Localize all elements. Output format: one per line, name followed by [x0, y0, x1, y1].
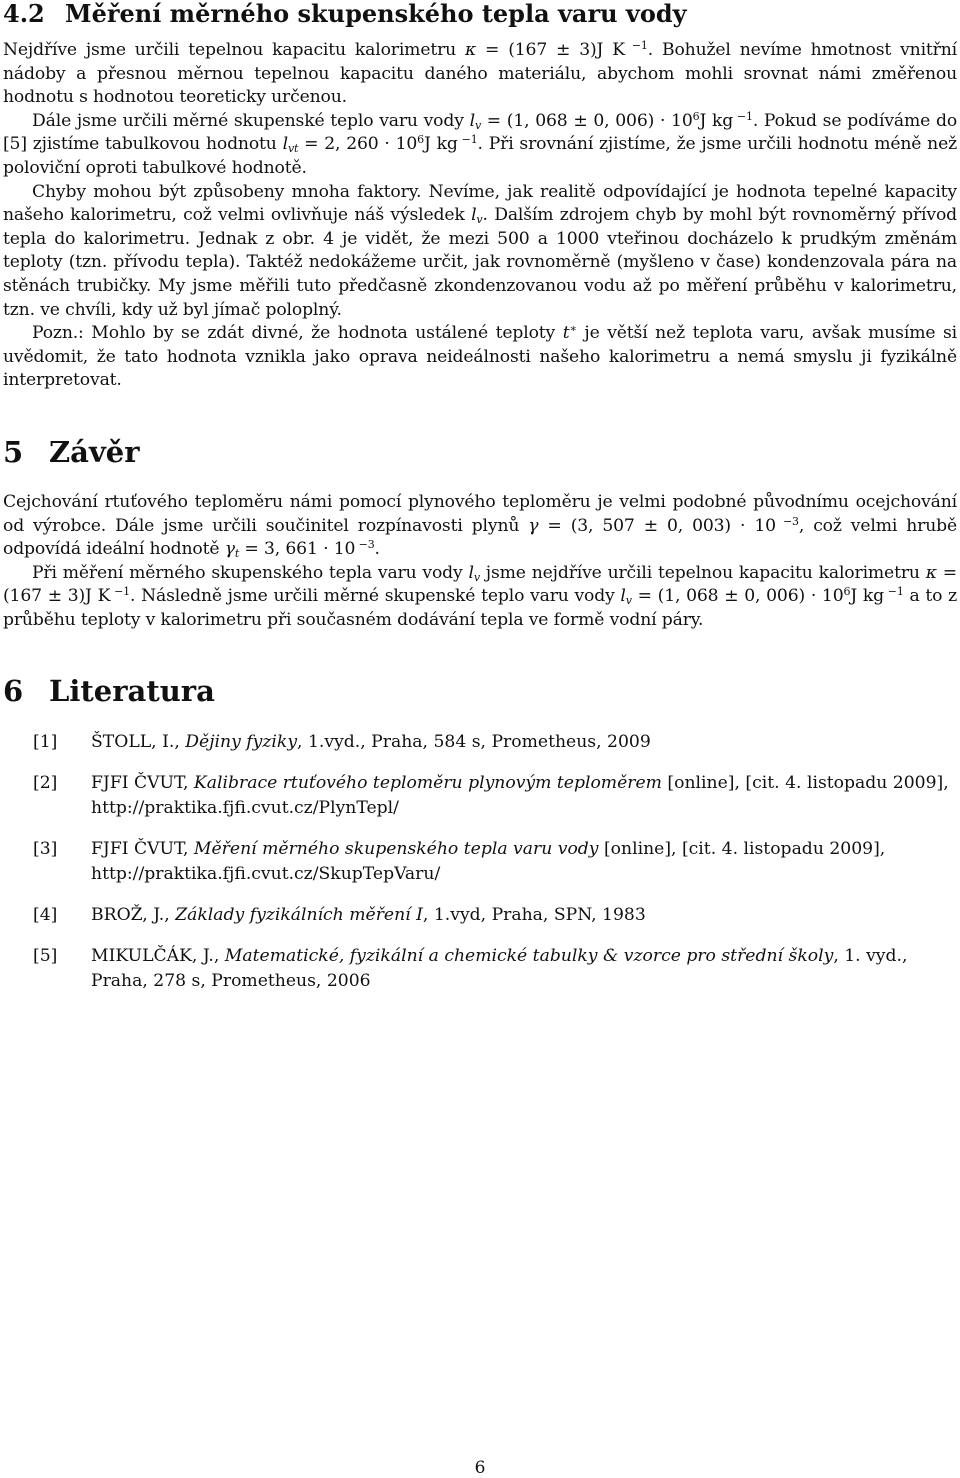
- section-number: 5: [3, 434, 24, 469]
- text: . Dalším zdrojem chyb by mohl být rovnoměrný přívod tepla do kalorimetru. Jednak z obr. 4 je vidět, že mezi 500 a 1000 vteřinou docházelo k prudkým změnám teploty (tzn. přívodu tepla). Taktéž nedokážeme určit, jak rovnoměrně (myšleno v čase) kondenzovala pára na stěnách trubičky. My jsme měřili tuto předčasně zkondenzovanou vodu až po měření průběhu v kalorimetru, tzn. ve chvíli, kdy už byl jímač poloplný.: [3, 205, 957, 320]
- reference-item: [3, 903, 957, 928]
- text: = (1, 068 ± 0, 006) · 10: [481, 110, 693, 131]
- exponent: −1: [457, 133, 478, 147]
- paragraph: [3, 39, 957, 110]
- reference-title: Dějiny fyziky: [185, 732, 298, 753]
- text: = 3, 661 · 10: [239, 539, 356, 560]
- section-title: Měření měrného skupenského tepla varu vody: [65, 0, 687, 28]
- reference-title: Měření měrného skupenského tepla varu vody: [193, 839, 599, 860]
- exponent: 6: [692, 109, 700, 123]
- text: = (1, 068 ± 0, 006) · 10: [631, 586, 844, 607]
- text: , 1.vyd, Praha, SPN, 1983: [422, 905, 646, 926]
- math-l: l: [282, 134, 288, 155]
- text: ŠTOLL, I.,: [91, 732, 186, 753]
- text: a to z průběhu teploty v kalorimetru při současném dodávání tepla ve formě vodní páry.: [3, 586, 958, 630]
- reference-item: [3, 837, 957, 887]
- text: = (167 ± 3)J K: [3, 562, 957, 607]
- text: Při měření měrného skupenského tepla varu vody: [32, 562, 469, 583]
- math-kappa: κ: [925, 562, 937, 583]
- reference-item: [3, 771, 957, 821]
- exponent: −3: [355, 538, 375, 552]
- text: MIKULČÁK, J.,: [91, 946, 225, 967]
- paragraph: [3, 562, 957, 633]
- reference-text: [91, 944, 957, 994]
- subscript: v: [476, 213, 483, 227]
- reference-text: [91, 903, 957, 928]
- exponent: −1: [883, 585, 904, 599]
- section-heading-6: [3, 674, 957, 708]
- reference-list: [3, 730, 957, 994]
- math-l: l: [468, 562, 474, 583]
- text: , 1.vyd., Praha, 584 s, Prometheus, 2009: [297, 732, 651, 753]
- subscript: v: [474, 118, 482, 132]
- math-kappa: κ: [465, 40, 477, 60]
- text: FJFI ČVUT,: [91, 839, 194, 860]
- exponent: −1: [110, 585, 130, 599]
- exponent: ∗: [569, 322, 577, 336]
- text: = (167 ± 3)J K: [476, 40, 625, 60]
- text: Chyby mohou být způsobeny mnoha faktory. Nevíme, jak realitě odpovídající je hodnota tepelné kapacity našeho kalorimetru, což velmi ovlivňuje náš výsledek: [3, 181, 957, 226]
- subscript: t: [234, 547, 240, 561]
- reference-text: [91, 837, 957, 887]
- paragraph: [3, 491, 957, 562]
- reference-label: [3]: [33, 839, 58, 860]
- section-title: Literatura: [49, 674, 215, 709]
- reference-item: [3, 944, 957, 994]
- reference-title: Matematické, fyzikální a chemické tabulky & vzorce pro střední školy: [224, 946, 834, 967]
- text: FJFI ČVUT,: [91, 773, 194, 794]
- text: . Bohužel nevíme hmotnost vnitřní nádoby a přesnou měrnou tepelnou kapacitu daného materiálu, abychom mohli srovnat námi změřenou hodnotu s hodnotou teoreticky určenou.: [3, 40, 958, 108]
- reference-label: [1]: [33, 732, 58, 753]
- text: J kg: [699, 110, 734, 131]
- reference-label: [5]: [33, 946, 58, 967]
- text: J kg: [424, 134, 458, 155]
- reference-label: [4]: [33, 905, 58, 926]
- exponent: 6: [843, 585, 851, 599]
- reference-text: [91, 730, 957, 755]
- paragraph: [3, 110, 957, 181]
- math-t: t: [562, 323, 570, 344]
- text: = (3, 507 ± 0, 003) · 10: [538, 515, 776, 536]
- subscript: v: [473, 570, 480, 584]
- exponent: −1: [624, 39, 648, 52]
- math-gamma: γ: [224, 539, 235, 560]
- text: . Pokud se podíváme do [5] zjistíme tabulkovou hodnotu: [3, 110, 958, 155]
- page: [3, 0, 957, 1010]
- text: = 2, 260 · 10: [298, 134, 418, 155]
- text: Cejchování rtuťového teploměru námi pomocí plynového teploměru je velmi podobné původnímu ocejchování od výrobce. Dále jsme určili součinitel rozpínavosti plynů: [3, 491, 957, 536]
- text: J kg: [850, 586, 884, 607]
- math-l: l: [471, 205, 477, 226]
- math-l: l: [620, 586, 626, 607]
- text: Pozn.: Mohlo by se zdát divné, že hodnota ustálené teploty: [32, 323, 563, 344]
- text: , což velmi hrubě odpovídá ideální hodnotě: [3, 515, 957, 560]
- text: , 1. vyd., Praha, 278 s, Prometheus, 2006: [91, 946, 908, 992]
- math-l: l: [469, 110, 475, 131]
- paragraph: [3, 322, 957, 393]
- exponent: −3: [775, 514, 799, 528]
- reference-item: [3, 730, 957, 755]
- section-title: Závěr: [49, 434, 140, 469]
- paragraph: [3, 181, 957, 323]
- exponent: −1: [733, 109, 753, 123]
- text: je větší než teplota varu, avšak musíme si uvědomit, že tato hodnota vznikla jako oprava neideálnosti našeho kalorimetru a nemá smyslu ji fyzikálně interpretovat.: [3, 323, 957, 391]
- section-number: 4.2: [3, 0, 45, 28]
- text: . Při srovnání zjistíme, že jsme určili hodnotu méně než poloviční oproti tabulkové hodnotě.: [3, 134, 958, 178]
- subscript: vt: [287, 142, 299, 156]
- reference-title: Kalibrace rtuťového teploměru plynovým teploměrem: [193, 773, 662, 794]
- text: [online], [cit. 4. listopadu 2009], http://praktika.fjfi.cvut.cz/PlynTepl/: [91, 773, 949, 819]
- exponent: 6: [417, 133, 425, 147]
- page-number: 6: [474, 1458, 486, 1478]
- section-number: 6: [3, 674, 24, 709]
- section-heading-5: [3, 435, 957, 469]
- text: . Následně jsme určili měrné skupenské teplo varu vody: [130, 586, 621, 607]
- text: Nejdříve jsme určili tepelnou kapacitu kalorimetru: [3, 40, 466, 60]
- text: Dále jsme určili měrné skupenské teplo varu vody: [32, 110, 470, 131]
- reference-label: [2]: [33, 773, 58, 794]
- reference-title: Základy fyzikálních měření I: [175, 905, 423, 926]
- text: BROŽ, J.,: [91, 905, 176, 926]
- math-gamma: γ: [528, 515, 539, 536]
- text: jsme nejdříve určili tepelnou kapacitu kalorimetru: [479, 562, 926, 583]
- reference-text: [91, 771, 957, 821]
- text: .: [374, 539, 380, 560]
- section-heading-4-2: [3, 0, 957, 28]
- text: [online], [cit. 4. listopadu 2009], http://praktika.fjfi.cvut.cz/SkupTepVaru/: [91, 839, 886, 885]
- subscript: v: [625, 594, 632, 608]
